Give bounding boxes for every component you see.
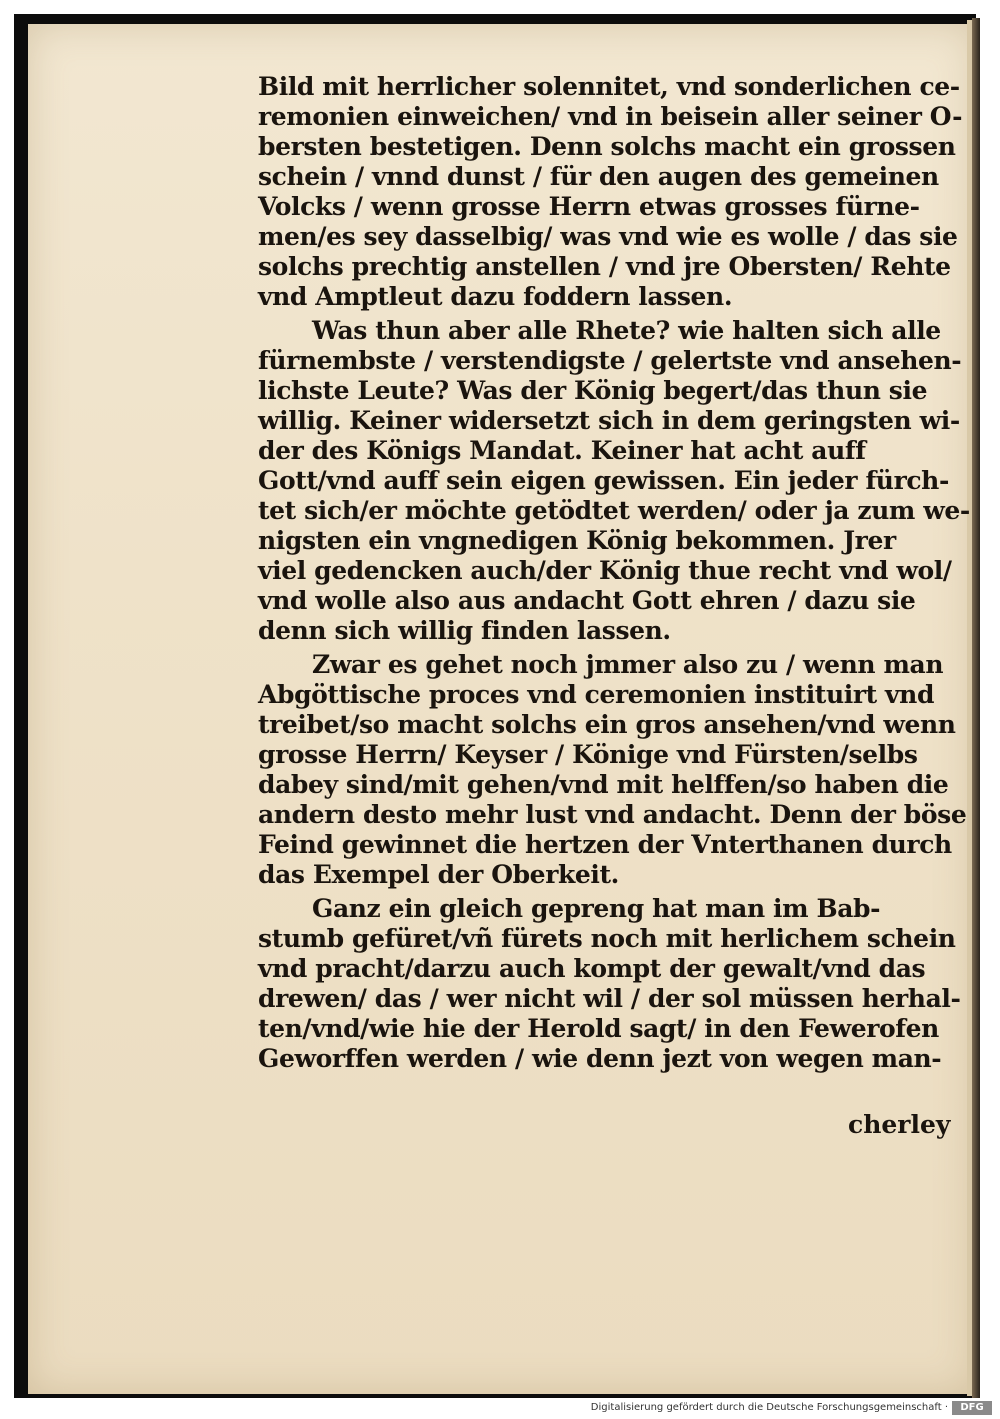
text-line: Abgöttische proces vnd ceremonien instituirt vnd [258,680,935,709]
text-line: Geworffen werden / wie denn jezt von wegen man- [258,1044,942,1073]
paragraph-start-line: Ganz ein gleich gepreng hat man im Bab- [312,894,881,923]
text-line: das Exempel der Oberkeit. [258,860,619,889]
text-line: Bild mit herrlicher solennitet, vnd sonderlichen ce- [258,72,960,101]
text-line: solchs prechtig anstellen / vnd jre Obersten/ Rehte [258,252,951,281]
text-line: ten/vnd/wie hie der Herold sagt/ in den Fewerofen [258,1014,939,1043]
catchword: cherley [848,1110,951,1139]
text-line: Volcks / wenn grosse Herrn etwas grosses fürne- [258,192,920,221]
text-line: nigsten ein vngnedigen König bekommen. Jrer [258,526,896,555]
text-line: men/es sey dasselbig/ was vnd wie es wolle / das sie [258,222,958,251]
text-line: tet sich/er möchte getödtet werden/ oder ja zum we- [258,496,970,525]
text-line: Gott/vnd auff sein eigen gewissen. Ein jeder fürch- [258,466,949,495]
text-line: der des Königs Mandat. Keiner hat acht auff [258,436,866,465]
text-line: andern desto mehr lust vnd andacht. Denn der böse [258,800,967,829]
text-line: vnd Amptleut dazu foddern lassen. [258,282,733,311]
text-line: vnd pracht/darzu auch kompt der gewalt/vnd das [258,954,926,983]
text-line: viel gedencken auch/der König thue recht vnd wol/ [258,556,952,585]
text-line: drewen/ das / wer nicht wil / der sol müssen herhal- [258,984,961,1013]
text-line: schein / vnnd dunst / für den augen des gemeinen [258,162,939,191]
text-line: stumb gefüret/vñ fürets noch mit herlichem schein [258,924,956,953]
text-line: lichste Leute? Was der König begert/das thun sie [258,376,928,405]
paragraph-start-line: Zwar es gehet noch jmmer also zu / wenn man [312,650,944,679]
text-line: grosse Herrn/ Keyser / Könige vnd Fürsten/selbs [258,740,918,769]
text-line: vnd wolle also aus andacht Gott ehren / dazu sie [258,586,916,615]
text-line: denn sich willig finden lassen. [258,616,671,645]
page-edge [972,18,980,1398]
text-line: willig. Keiner widersetzt sich in dem geringsten wi- [258,406,960,435]
text-line: remonien einweichen/ vnd in beisein aller seiner O- [258,102,963,131]
text-line: treibet/so macht solchs ein gros ansehen/vnd wenn [258,710,956,739]
text-line: Feind gewinnet die hertzen der Vnterthanen durch [258,830,952,859]
paragraph-start-line: Was thun aber alle Rhete? wie halten sich alle [312,316,941,345]
footer-bar [0,1400,1000,1419]
dfg-logo[interactable]: DFG [952,1401,992,1415]
text-line: fürnembste / verstendigste / gelertste vnd ansehen- [258,346,962,375]
text-line: bersten bestetigen. Denn solchs macht ein grossen [258,132,956,161]
footer-credit: Digitalisierung gefördert durch die Deutsche Forschungsgemeinschaft · [590,1402,948,1413]
text-line: dabey sind/mit gehen/vnd mit helffen/so haben die [258,770,949,799]
